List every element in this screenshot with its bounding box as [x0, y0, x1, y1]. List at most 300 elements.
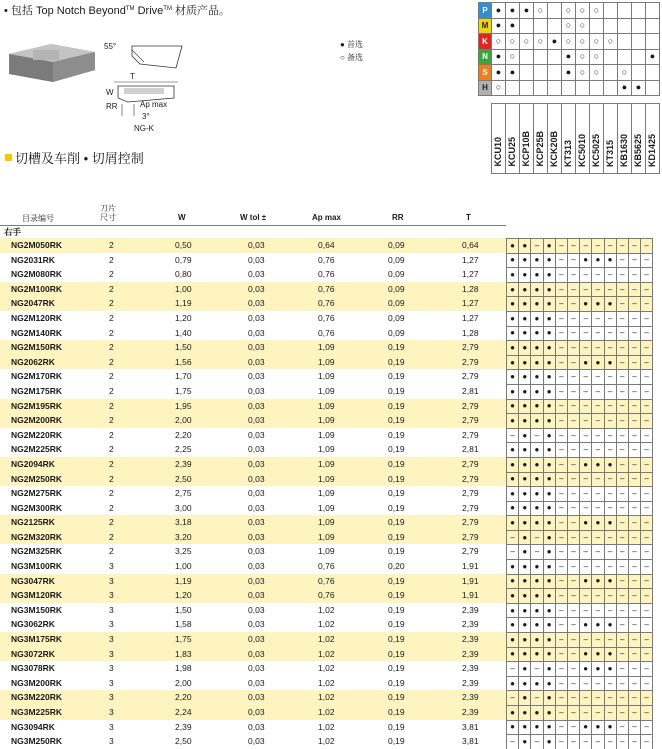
- grade-availability-mark: ●: [543, 633, 555, 648]
- cell-t: 3,81: [462, 721, 479, 732]
- cell-code: NG2M225RK: [11, 444, 63, 455]
- grade-availability-mark: –: [567, 487, 579, 502]
- grade-availability-mark: –: [555, 399, 567, 414]
- grade-availability-mark: –: [641, 253, 653, 268]
- cell-t: 1,91: [462, 590, 479, 601]
- grade-availability-mark: –: [628, 676, 640, 691]
- grade-availability-mark: ●: [531, 297, 543, 312]
- cell-w: 1,70: [175, 371, 192, 382]
- cell-w: 1,40: [175, 327, 192, 338]
- grade-name-row: [479, 104, 660, 174]
- cell-rr: 0,19: [388, 385, 405, 396]
- grade-availability-mark: –: [592, 282, 604, 297]
- cell-t: 2,39: [462, 692, 479, 703]
- iso-grade-mark: [590, 80, 604, 96]
- cell-code: NG3M150RK: [11, 604, 63, 615]
- cell-wtol: 0,03: [248, 736, 265, 747]
- grade-availability-mark: –: [641, 326, 653, 341]
- grade-availability-mark: ●: [604, 662, 616, 677]
- grade-availability-mark: ●: [543, 574, 555, 589]
- grade-availability-mark: ●: [507, 355, 519, 370]
- iso-grade-mark: ●: [492, 65, 506, 81]
- grade-availability-mark: ●: [519, 341, 531, 356]
- cell-t: 1,28: [462, 283, 479, 294]
- marks-row: [507, 647, 653, 662]
- cell-code: NG3M225RK: [11, 707, 63, 717]
- grade-availability-mark: –: [580, 589, 592, 604]
- marks-row: [507, 720, 653, 735]
- cell-wtol: 0,03: [248, 429, 265, 440]
- grade-availability-mark: –: [628, 428, 640, 443]
- grade-availability-mark: –: [567, 341, 579, 356]
- marks-row: [507, 603, 653, 618]
- grade-availability-mark: –: [641, 311, 653, 326]
- t-label: T: [130, 72, 135, 81]
- cell-size: 3: [109, 736, 114, 747]
- cell-rr: 0,19: [388, 546, 405, 557]
- grade-availability-mark: –: [641, 487, 653, 502]
- cell-wtol: 0,03: [248, 400, 265, 411]
- cell-rr: 0,19: [388, 502, 405, 513]
- table-row: [0, 282, 506, 297]
- grade-availability-mark: –: [555, 370, 567, 385]
- cell-t: 0,64: [462, 240, 479, 250]
- grade-availability-mark: –: [580, 501, 592, 516]
- grade-availability-mark: ●: [519, 399, 531, 414]
- grade-availability-mark: –: [641, 268, 653, 283]
- grade-availability-mark: –: [580, 384, 592, 399]
- cell-wtol: 0,03: [248, 648, 265, 659]
- grade-availability-mark: –: [592, 589, 604, 604]
- grade-availability-mark: –: [555, 574, 567, 589]
- grade-availability-mark: ●: [507, 574, 519, 589]
- grade-availability-mark: ●: [543, 618, 555, 633]
- cell-ap: 1,09: [318, 415, 335, 426]
- cell-ap: 0,76: [318, 590, 335, 601]
- grade-availability-mark: ●: [531, 457, 543, 472]
- product-rows: [0, 238, 506, 749]
- grade-availability-mark: ●: [519, 457, 531, 472]
- iso-grade-mark: [618, 49, 632, 65]
- grade-availability-mark: –: [628, 472, 640, 487]
- grade-name-cell: [646, 104, 660, 174]
- iso-grade-mark: ○: [618, 65, 632, 81]
- cell-w: 2,75: [175, 488, 192, 499]
- grade-availability-mark: –: [580, 691, 592, 706]
- cell-w: 3,20: [175, 531, 192, 542]
- grade-availability-mark: –: [641, 355, 653, 370]
- grade-availability-mark: ●: [543, 706, 555, 721]
- cell-code: NG2M220RK: [11, 429, 63, 440]
- grade-availability-mark: ●: [507, 311, 519, 326]
- table-row: [0, 647, 506, 662]
- grade-availability-mark: –: [567, 501, 579, 516]
- cell-size: 2: [109, 444, 114, 455]
- grade-availability-mark: –: [641, 720, 653, 735]
- grade-availability-mark: –: [567, 720, 579, 735]
- grade-availability-mark: –: [592, 676, 604, 691]
- cell-t: 2,79: [462, 429, 479, 440]
- grade-availability-mark: ●: [543, 589, 555, 604]
- grade-availability-mark: –: [641, 384, 653, 399]
- iso-grade-mark: [646, 80, 660, 96]
- grade-availability-mark: –: [604, 326, 616, 341]
- iso-grade-mark: ○: [576, 34, 590, 50]
- cell-wtol: 0,03: [248, 312, 265, 323]
- grade-name: KCP10B: [521, 131, 531, 167]
- grade-availability-mark: ●: [519, 253, 531, 268]
- iso-grade-mark: ○: [576, 18, 590, 34]
- grade-availability-mark: ●: [543, 720, 555, 735]
- grade-availability-mark: ●: [543, 384, 555, 399]
- grade-availability-mark: ●: [519, 370, 531, 385]
- grade-availability-mark: –: [580, 676, 592, 691]
- cell-ap: 1,09: [318, 356, 335, 367]
- grade-availability-mark: ●: [507, 633, 519, 648]
- grade-availability-mark: –: [616, 662, 628, 677]
- grade-availability-mark: –: [628, 457, 640, 472]
- grade-availability-mark: –: [628, 311, 640, 326]
- grade-availability-mark: –: [531, 545, 543, 560]
- grade-availability-mark: –: [567, 662, 579, 677]
- cell-code: NG3M200RK: [11, 677, 63, 688]
- grade-availability-mark: ●: [507, 282, 519, 297]
- grade-name: KCU10: [493, 137, 503, 167]
- grade-availability-mark: ●: [507, 618, 519, 633]
- grade-availability-mark: –: [580, 311, 592, 326]
- grade-name-cell: [590, 104, 604, 174]
- iso-grade-mark: [632, 3, 646, 19]
- grade-availability-mark: –: [592, 414, 604, 429]
- marks-row: [507, 618, 653, 633]
- grade-name: KT313: [563, 139, 573, 167]
- grade-availability-mark: ●: [604, 574, 616, 589]
- table-row: [0, 690, 506, 705]
- cell-size: 2: [109, 517, 114, 528]
- grade-availability-mark: –: [567, 457, 579, 472]
- grade-availability-mark: –: [628, 239, 640, 254]
- cell-code: NG2M100RK: [11, 283, 63, 294]
- grade-name: KT315: [605, 139, 615, 167]
- iso-code: M: [479, 18, 492, 34]
- grade-availability-mark: –: [580, 443, 592, 458]
- cell-t: 2,81: [462, 385, 479, 396]
- marks-row: [507, 268, 653, 283]
- cell-rr: 0,20: [388, 561, 405, 572]
- cell-ap: 1,02: [318, 692, 335, 703]
- grade-availability-mark: ●: [604, 297, 616, 312]
- cell-ap: 1,09: [318, 429, 335, 440]
- cell-wtol: 0,03: [248, 444, 265, 455]
- marks-row: [507, 706, 653, 721]
- grade-availability-mark: –: [616, 501, 628, 516]
- iso-grade-mark: ●: [492, 3, 506, 19]
- grade-availability-mark: –: [580, 472, 592, 487]
- grade-availability-mark: –: [641, 574, 653, 589]
- trademark-2: TM: [163, 6, 172, 12]
- cell-wtol: 0,03: [248, 356, 265, 367]
- iso-grade-mark: [646, 3, 660, 19]
- grade-availability-mark: –: [628, 268, 640, 283]
- iso-grade-mark: ○: [520, 34, 534, 50]
- grade-availability-mark: ●: [507, 384, 519, 399]
- grade-availability-mark: –: [555, 239, 567, 254]
- cell-wtol: 0,03: [248, 561, 265, 572]
- iso-code: H: [479, 80, 492, 96]
- cell-code: NG3094RK: [11, 721, 55, 732]
- cell-size: 2: [109, 254, 114, 265]
- grade-availability-mark: –: [580, 428, 592, 443]
- grade-name: KC5025: [591, 133, 601, 167]
- table-row: [0, 238, 506, 253]
- grade-availability-mark: –: [616, 574, 628, 589]
- cell-code: NG2M175RK: [11, 385, 63, 396]
- grade-availability-mark: –: [616, 370, 628, 385]
- cell-t: 2,79: [462, 531, 479, 542]
- grade-availability-mark: –: [604, 370, 616, 385]
- marks-row: [507, 384, 653, 399]
- cell-ap: 1,02: [318, 648, 335, 659]
- grade-availability-mark: –: [604, 487, 616, 502]
- grade-availability-mark: –: [567, 633, 579, 648]
- iso-grade-mark: ○: [576, 3, 590, 19]
- grade-availability-mark: –: [604, 282, 616, 297]
- iso-code: P: [479, 3, 492, 19]
- table-row: [0, 253, 506, 268]
- iso-grade-mark: ○: [604, 34, 618, 50]
- grade-name: KB1630: [619, 133, 629, 167]
- w-label: W: [106, 88, 114, 97]
- cell-rr: 0,09: [388, 254, 405, 265]
- cell-code: NG2M195RK: [11, 400, 63, 411]
- grade-availability-mark: ●: [531, 720, 543, 735]
- cell-rr: 0,19: [388, 707, 405, 717]
- grade-availability-mark: ●: [507, 560, 519, 575]
- grade-availability-mark: ●: [507, 706, 519, 721]
- grade-availability-mark: –: [616, 487, 628, 502]
- grade-availability-mark: –: [592, 384, 604, 399]
- grade-availability-mark: –: [567, 589, 579, 604]
- grade-availability-mark: –: [507, 545, 519, 560]
- marks-row: [507, 545, 653, 560]
- cell-size: 3: [109, 619, 114, 630]
- iso-grade-mark: [646, 18, 660, 34]
- cell-rr: 0,09: [388, 298, 405, 309]
- grade-availability-mark: ●: [519, 501, 531, 516]
- grade-availability-mark: ●: [604, 720, 616, 735]
- cell-code: NG2M080RK: [11, 269, 63, 280]
- grade-availability-mark: ●: [531, 633, 543, 648]
- cell-t: 1,27: [462, 298, 479, 309]
- grade-availability-mark: ●: [543, 239, 555, 254]
- grade-availability-mark: ●: [531, 676, 543, 691]
- grade-availability-mark: –: [567, 326, 579, 341]
- grade-availability-mark: –: [641, 282, 653, 297]
- grade-availability-mark: –: [555, 735, 567, 749]
- grade-availability-mark: –: [628, 560, 640, 575]
- grade-availability-mark: ●: [531, 618, 543, 633]
- marks-row: [507, 414, 653, 429]
- grade-availability-mark: –: [616, 239, 628, 254]
- grade-availability-mark: –: [580, 268, 592, 283]
- col-header-t: T: [466, 213, 471, 222]
- grade-availability-mark: –: [580, 735, 592, 749]
- cell-wtol: 0,03: [248, 385, 265, 396]
- cell-wtol: 0,03: [248, 458, 265, 469]
- iso-code: N: [479, 49, 492, 65]
- cell-wtol: 0,03: [248, 663, 265, 674]
- cell-size: 2: [109, 298, 114, 309]
- iso-grade-mark: ●: [632, 80, 646, 96]
- grade-availability-mark: ●: [543, 560, 555, 575]
- grade-availability-mark: ●: [543, 355, 555, 370]
- grade-availability-mark: –: [641, 501, 653, 516]
- col-header-wtol: W tol ±: [240, 213, 267, 222]
- grade-availability-mark: –: [592, 633, 604, 648]
- grade-availability-mark: –: [641, 662, 653, 677]
- iso-grade-mark: ●: [548, 34, 562, 50]
- grade-name: KCP25B: [535, 131, 545, 167]
- grade-availability-mark: ●: [531, 414, 543, 429]
- grade-availability-mark: –: [592, 428, 604, 443]
- grade-availability-mark: –: [580, 706, 592, 721]
- grade-availability-mark: –: [567, 282, 579, 297]
- grade-availability-mark: ●: [543, 516, 555, 531]
- grade-availability-mark: –: [641, 560, 653, 575]
- grade-availability-mark: ●: [531, 282, 543, 297]
- grade-availability-mark: –: [628, 618, 640, 633]
- iso-grade-mark: [506, 80, 520, 96]
- grade-availability-mark: –: [616, 472, 628, 487]
- cell-rr: 0,09: [388, 312, 405, 323]
- cell-wtol: 0,03: [248, 415, 265, 426]
- cell-t: 1,27: [462, 269, 479, 280]
- grade-availability-mark: ●: [519, 633, 531, 648]
- iso-grade-mark: ○: [590, 49, 604, 65]
- table-row: [0, 501, 506, 516]
- cell-ap: 1,02: [318, 677, 335, 688]
- iso-row: [479, 18, 660, 34]
- cell-size: 2: [109, 429, 114, 440]
- cell-size: 2: [109, 240, 114, 250]
- cell-code: NG2047RK: [11, 298, 55, 309]
- grade-availability-mark: –: [604, 239, 616, 254]
- grade-availability-mark: –: [555, 560, 567, 575]
- grade-availability-mark: ●: [531, 399, 543, 414]
- iso-grade-mark: [632, 49, 646, 65]
- grade-availability-mark: –: [507, 530, 519, 545]
- cell-code: NG3047RK: [11, 575, 55, 586]
- intro-bullet: •: [4, 5, 8, 17]
- cell-rr: 0,19: [388, 619, 405, 630]
- grade-availability-mark: –: [641, 414, 653, 429]
- cell-size: 3: [109, 561, 114, 572]
- grade-availability-mark: ●: [519, 589, 531, 604]
- marks-row: [507, 370, 653, 385]
- cell-code: NG2M200RK: [11, 415, 63, 426]
- grade-availability-mark: –: [555, 501, 567, 516]
- cell-wtol: 0,03: [248, 707, 265, 717]
- grade-availability-mark: –: [592, 487, 604, 502]
- grade-availability-mark: –: [531, 735, 543, 749]
- cell-wtol: 0,03: [248, 298, 265, 309]
- grade-availability-mark: ●: [543, 676, 555, 691]
- grade-availability-mark: –: [555, 516, 567, 531]
- cell-t: 2,79: [462, 473, 479, 484]
- table-row: [0, 442, 506, 457]
- cell-wtol: 0,03: [248, 254, 265, 265]
- grade-availability-mark: –: [628, 282, 640, 297]
- grade-availability-mark: ●: [519, 282, 531, 297]
- grade-availability-mark: ●: [507, 370, 519, 385]
- grade-availability-mark: ●: [592, 457, 604, 472]
- grade-availability-mark: –: [628, 545, 640, 560]
- marks-row: [507, 326, 653, 341]
- table-row: [0, 588, 506, 603]
- cell-rr: 0,19: [388, 415, 405, 426]
- grade-availability-mark: –: [641, 428, 653, 443]
- grade-availability-mark: ●: [592, 647, 604, 662]
- grade-availability-mark: –: [580, 326, 592, 341]
- cell-size: 3: [109, 648, 114, 659]
- cell-t: 2,79: [462, 400, 479, 411]
- grade-availability-mark: ●: [519, 472, 531, 487]
- cell-ap: 0,76: [318, 561, 335, 572]
- marks-row: [507, 662, 653, 677]
- cell-w: 1,56: [175, 356, 192, 367]
- iso-grade-mark: ○: [492, 80, 506, 96]
- grade-availability-mark: –: [628, 487, 640, 502]
- grade-availability-mark: –: [580, 399, 592, 414]
- intro-prefix: 包括 Top Notch Beyond: [10, 5, 126, 17]
- table-row: [0, 603, 506, 618]
- grade-availability-mark: ●: [507, 676, 519, 691]
- grade-availability-mark: –: [580, 545, 592, 560]
- iso-code: S: [479, 65, 492, 81]
- cell-size: 2: [109, 269, 114, 280]
- grade-name-cell: [604, 104, 618, 174]
- cell-wtol: 0,03: [248, 677, 265, 688]
- cell-code: NG2M275RK: [11, 488, 63, 499]
- grade-availability-mark: –: [628, 370, 640, 385]
- grade-availability-mark: –: [567, 239, 579, 254]
- cell-code: NG3M250RK: [11, 736, 63, 747]
- grade-availability-mark: –: [628, 662, 640, 677]
- grade-availability-mark: –: [555, 268, 567, 283]
- grade-name: KB5625: [633, 133, 643, 167]
- grade-availability-mark: ●: [507, 487, 519, 502]
- cell-w: 1,20: [175, 590, 192, 601]
- grade-availability-mark: ●: [519, 297, 531, 312]
- grade-availability-mark: ●: [519, 691, 531, 706]
- cell-t: 2,39: [462, 677, 479, 688]
- grade-availability-mark: –: [604, 545, 616, 560]
- cell-w: 2,50: [175, 473, 192, 484]
- cell-code: NG2M120RK: [11, 312, 63, 323]
- grade-availability-mark: –: [592, 560, 604, 575]
- grade-availability-mark: ●: [543, 282, 555, 297]
- grade-availability-mark: ●: [519, 676, 531, 691]
- cell-size: 2: [109, 458, 114, 469]
- grade-availability-mark: –: [616, 457, 628, 472]
- iso-grade-mark: [646, 34, 660, 50]
- grade-availability-mark: –: [567, 560, 579, 575]
- cell-ap: 1,09: [318, 400, 335, 411]
- grade-availability-mark: ●: [543, 691, 555, 706]
- grade-availability-mark: ●: [519, 574, 531, 589]
- grade-availability-mark: –: [628, 501, 640, 516]
- grade-availability-mark: –: [580, 603, 592, 618]
